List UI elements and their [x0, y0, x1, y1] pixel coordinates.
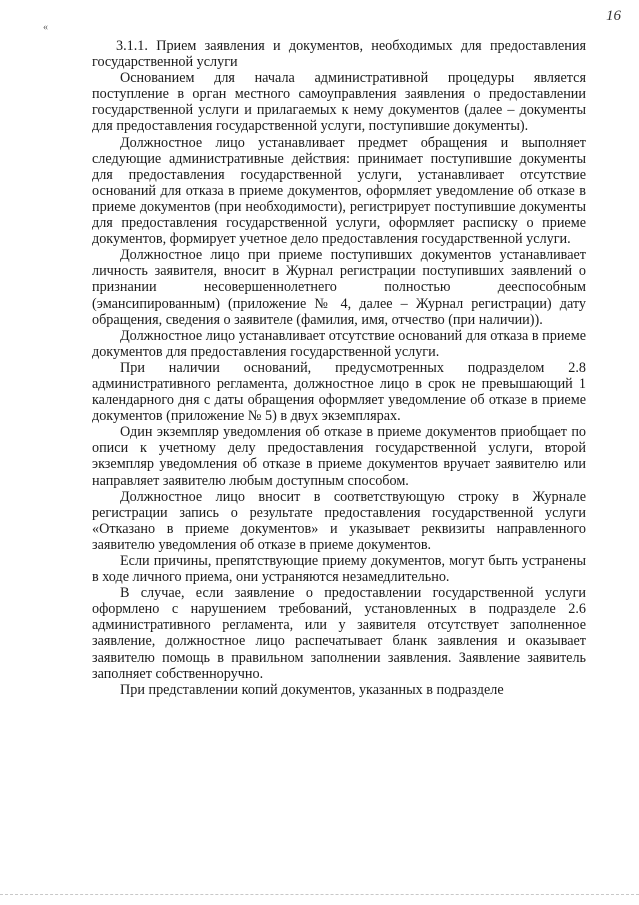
paragraph: При наличии оснований, предусмотренных подразделом 2.8 административного регламента, должностное лицо в срок не превышающий 1 календарного дня с даты обращения оформляет уведомление об отказе в приеме документов (приложение № 5) в двух экземплярах.	[92, 359, 586, 425]
document-body	[92, 38, 586, 698]
corner-mark: «	[43, 22, 48, 33]
paragraph: Основанием для начала административной процедуры является поступление в орган местного самоуправления заявления о предоставлении государственной услуги и прилагаемых к нему документов (далее – документы для предоставления государственной услуги, поступившие документы).	[92, 70, 586, 135]
scan-edge-line	[0, 894, 639, 895]
paragraph: Должностное лицо при приеме поступивших документов устанавливает личность заявителя, вносит в Журнал регистрации поступивших заявлений о признании несовершеннолетнего полностью дееспособным (эмансипированным) (приложение № 4, далее – Журнал регистрации) дату обращения, сведения о заявителе (фамилия, имя, отчество (при наличии)).	[92, 247, 586, 328]
paragraph: Должностное лицо вносит в соответствующую строку в Журнале регистрации запись о результате предоставления государственной услуги «Отказано в приеме документов» и указывает реквизиты направленного заявителю уведомления об отказе в приеме документов.	[92, 488, 586, 553]
paragraph: Если причины, препятствующие приему документов, могут быть устранены в ходе личного приема, они устраняются незамедлительно.	[92, 553, 586, 586]
paragraph: Должностное лицо устанавливает отсутствие оснований для отказа в приеме документов для предоставления государственной услуги.	[92, 327, 586, 360]
page-number: 16	[606, 8, 621, 24]
paragraph: При представлении копий документов, указанных в подразделе	[120, 681, 504, 698]
paragraph: Должностное лицо устанавливает предмет обращения и выполняет следующие административные действия: принимает поступившие документы для предоставления государственной услуги, устанавливает отсутствие оснований для отказа в приеме документов, оформляет уведомление об отказе в приеме документов (при необходимости), регистрирует поступившие документы для предоставления государственной услуги, оформляет расписку о приеме документов, формирует учетное дело предоставления государственной услуги.	[92, 134, 586, 248]
paragraph: В случае, если заявление о предоставлении государственной услуги оформлено с нарушением требований, установленных в подразделе 2.6 административного регламента, или у заявителя отсутствует заполненное заявление, должностное лицо распечатывает бланк заявления и оказывает заявителю помощь в правильном заполнении заявления. Заявление заявитель заполняет собственноручно.	[92, 585, 586, 682]
paragraph: Один экземпляр уведомления об отказе в приеме документов приобщает по описи к учетному делу предоставления государственной услуги, второй экземпляр уведомления об отказе в приеме документов вручает заявителю или направляет заявителю любым доступным способом.	[92, 424, 586, 489]
section-heading: 3.1.1. Прием заявления и документов, необходимых для предоставления государственной услуги	[92, 38, 586, 71]
